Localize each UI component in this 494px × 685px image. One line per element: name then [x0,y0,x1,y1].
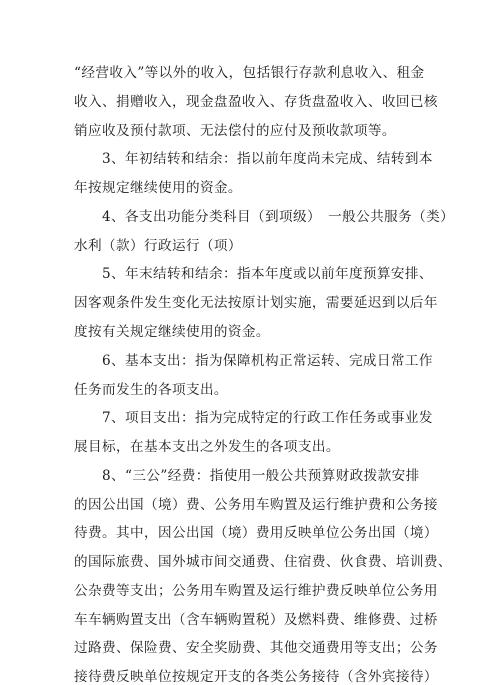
item-6-line-2: 任务而发生的各项支出。 [74,382,228,398]
text-line-3: 销应收及预付款项、无法偿付的应付及预收款项等。 [74,123,396,139]
item-5-line-2: 因客观条件发生变化无法按原计划实施，需要延迟到以后年 [74,295,438,311]
item-5-line-1: 5、年末结转和结余：指本年度或以前年度预算安排、 [102,266,433,282]
item-3-line-2: 年按规定继续使用的资金。 [74,180,242,196]
item-3-line-1: 3、年初结转和结余：指以前年度尚未完成、结转到本 [102,151,433,167]
item-8-line-4: 的国际旅费、国外城市间交通费、住宿费、伙食费、培训费、 [74,554,452,570]
item-5-line-3: 度按有关规定继续使用的资金。 [74,324,270,340]
item-7-line-2: 展目标，在基本支出之外发生的各项支出。 [74,439,340,455]
item-8-line-6: 车车辆购置支出（含车辆购置税）及燃料费、维修费、过桥 [74,612,438,628]
item-8-line-1: 8、“三公”经费：指使用一般公共预算财政拨款安排 [102,468,420,484]
item-8-line-2: 的因公出国（境）费、公务用车购置及运行维护费和公务接 [74,497,438,513]
item-8-line-7: 过路费、保险费、安全奖励费、其他交通费用等支出；公务 [74,640,438,656]
item-4-line-1: 4、各支出功能分类科目（到项级） 一般公共服务（类） [102,209,455,225]
item-7-line-1: 7、项目支出：指为完成特定的行政工作任务或事业发 [102,410,433,426]
text-line-2: 收入、捐赠收入，现金盘盈收入、存货盘盈收入、收回已核 [74,94,438,110]
text-line-1: “经营收入”等以外的收入，包括银行存款利息收入、租金 [74,65,425,81]
item-6-line-1: 6、基本支出：指为保障机构正常运转、完成日常工作 [102,353,433,369]
item-8-line-5: 公杂费等支出；公务用车购置及运行维护费反映单位公务用 [74,583,438,599]
item-8-line-8: 接待费反映单位按规定开支的各类公务接待（含外宾接待） [74,669,438,685]
item-4-line-2: 水利（款）行政运行（项） [74,238,242,254]
item-8-line-3: 待费。其中，因公出国（境）费用反映单位公务出国（境） [74,525,438,541]
